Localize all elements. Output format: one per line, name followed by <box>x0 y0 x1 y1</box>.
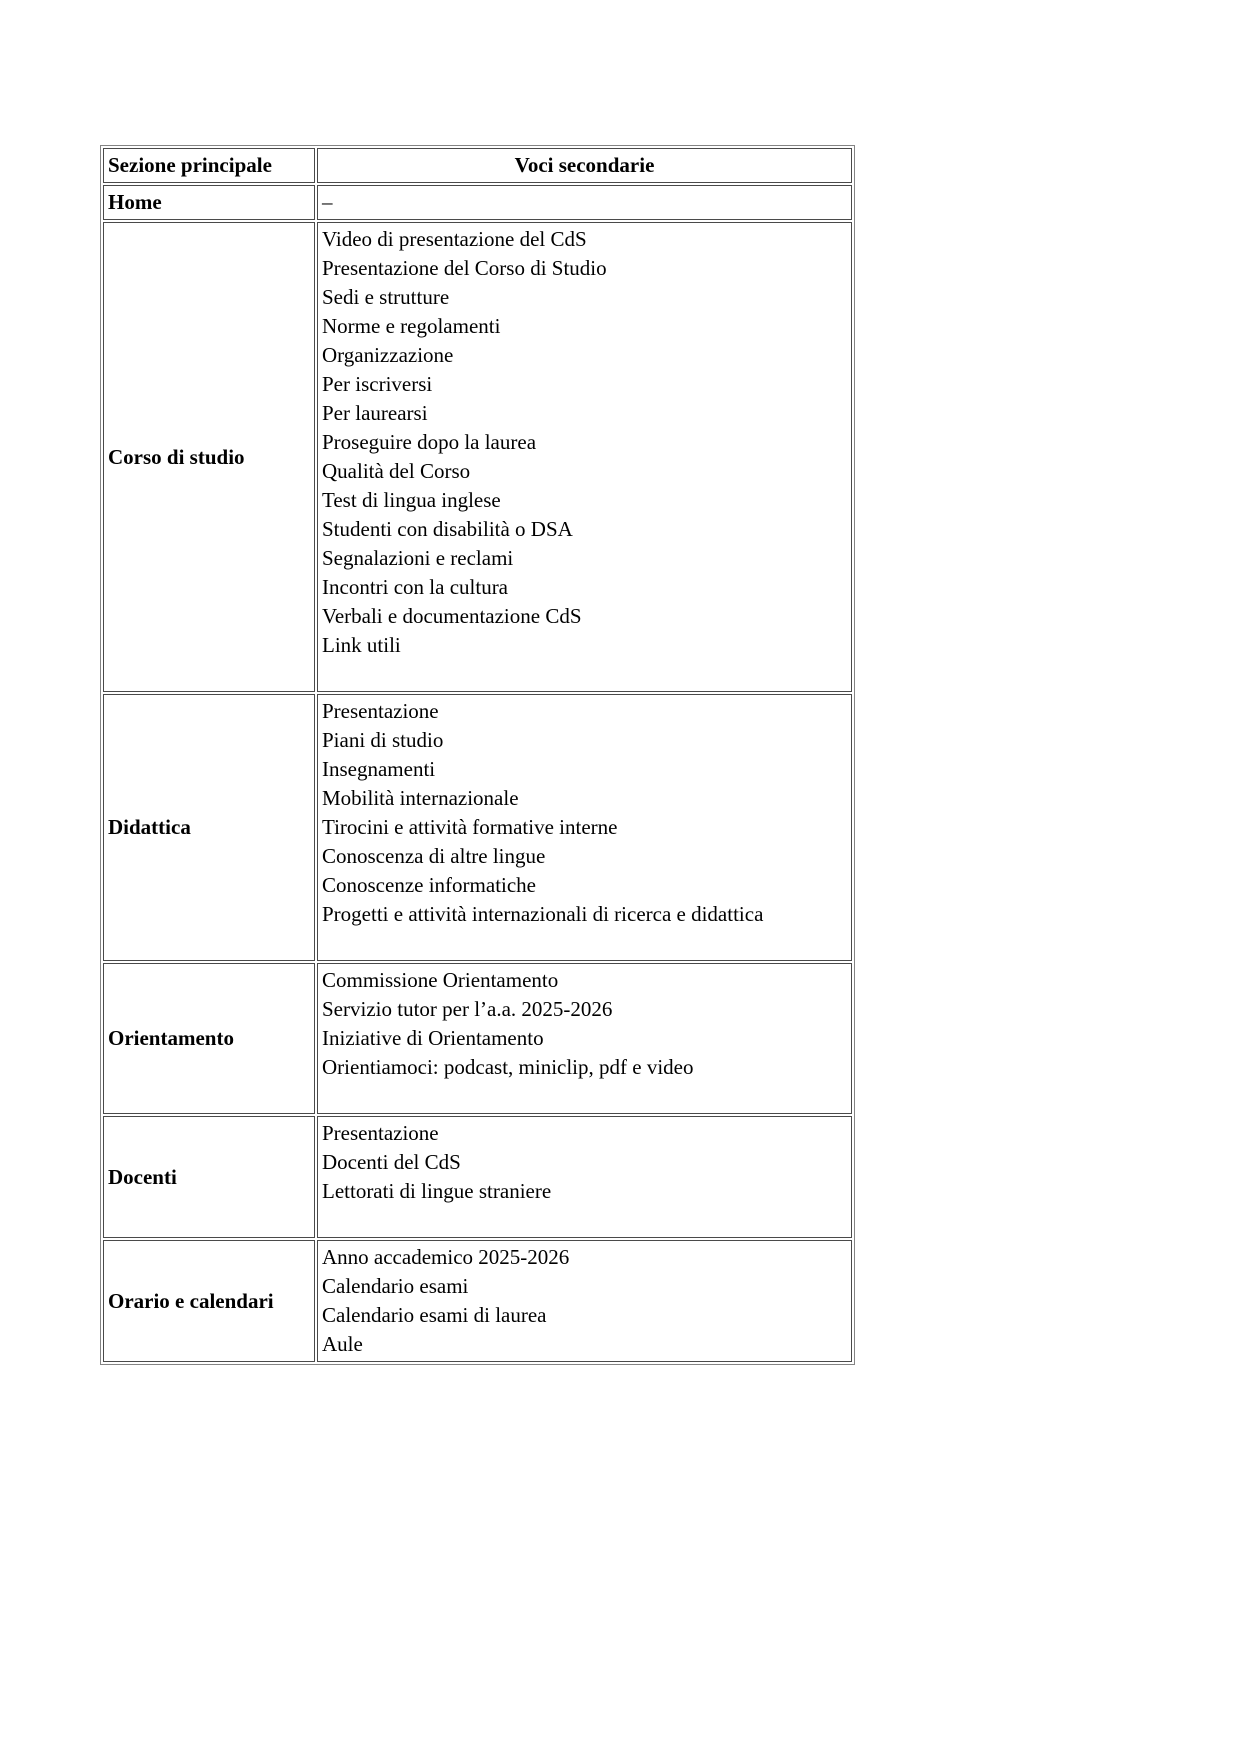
table-body <box>103 185 852 1362</box>
menu-item: Presentazione <box>322 699 439 723</box>
items-cell <box>317 694 852 961</box>
section-label: Orientamento <box>108 1026 234 1050</box>
menu-item: Lettorati di lingue straniere <box>322 1179 552 1203</box>
menu-item: Organizzazione <box>322 343 454 367</box>
menu-item: Link utili <box>322 633 401 657</box>
menu-item: Servizio tutor per l’a.a. 2025-2026 <box>322 997 613 1021</box>
menu-item: Proseguire dopo la laurea <box>322 430 537 454</box>
items-cell <box>317 1240 852 1362</box>
menu-item: Presentazione del Corso di Studio <box>322 256 607 280</box>
section-label: Docenti <box>108 1164 177 1189</box>
menu-item: Qualità del Corso <box>322 459 471 483</box>
menu-item: Orientiamoci: podcast, miniclip, pdf e video <box>322 1055 694 1079</box>
menu-item: Sedi e strutture <box>322 285 450 309</box>
items-cell <box>317 222 852 692</box>
menu-item: Norme e regolamenti <box>322 314 501 338</box>
menu-item: Iniziative di Orientamento <box>322 1026 544 1050</box>
menu-item: Presentazione <box>322 1121 439 1145</box>
menu-item: Video di presentazione del CdS <box>322 227 587 251</box>
menu-item: Conoscenze informatiche <box>322 873 536 897</box>
section-label: Orario e calendari <box>108 1288 274 1313</box>
menu-item: Per laurearsi <box>322 401 428 425</box>
menu-item: Incontri con la cultura <box>322 575 509 599</box>
menu-item: Aule <box>322 1332 363 1356</box>
table-row <box>103 1240 852 1362</box>
table-row <box>103 963 852 1114</box>
items-cell <box>317 963 852 1114</box>
menu-item: Calendario esami <box>322 1274 469 1298</box>
menu-item: Conoscenza di altre lingue <box>322 844 546 868</box>
items-cell <box>317 185 852 220</box>
menu-item: Piani di studio <box>322 728 444 752</box>
menu-item: Mobilità internazionale <box>322 786 519 810</box>
column-header-secondary: Voci secondarie <box>317 148 852 183</box>
section-cell <box>103 185 315 220</box>
section-cell <box>103 222 315 692</box>
menu-item: Segnalazioni e reclami <box>322 546 514 570</box>
menu-item: Studenti con disabilità o DSA <box>322 517 573 541</box>
menu-item: Tirocini e attività formative interne <box>322 815 618 839</box>
menu-item: Calendario esami di laurea <box>322 1303 547 1327</box>
section-cell <box>103 694 315 961</box>
section-label: Home <box>108 190 162 214</box>
menu-item: Test di lingua inglese <box>322 488 501 512</box>
header-row <box>103 148 852 183</box>
table-row <box>103 694 852 961</box>
section-cell <box>103 963 315 1114</box>
menu-item: Anno accademico 2025-2026 <box>322 1245 570 1269</box>
menu-item: Docenti del CdS <box>322 1150 461 1174</box>
menu-item: – <box>322 190 333 214</box>
menu-item: Insegnamenti <box>322 757 436 781</box>
menu-item: Per iscriversi <box>322 372 433 396</box>
section-label: Corso di studio <box>108 444 245 469</box>
menu-item: Progetti e attività internazionali di ricerca e didattica <box>322 902 764 926</box>
section-label: Didattica <box>108 815 191 839</box>
table-row <box>103 1116 852 1238</box>
column-header-main: Sezione principale <box>103 148 315 183</box>
section-cell <box>103 1240 315 1362</box>
section-cell <box>103 1116 315 1238</box>
menu-item: Commissione Orientamento <box>322 968 559 992</box>
menu-structure-table <box>100 145 855 1365</box>
table-row <box>103 222 852 692</box>
items-cell <box>317 1116 852 1238</box>
table-row <box>103 185 852 220</box>
menu-item: Verbali e documentazione CdS <box>322 604 582 628</box>
